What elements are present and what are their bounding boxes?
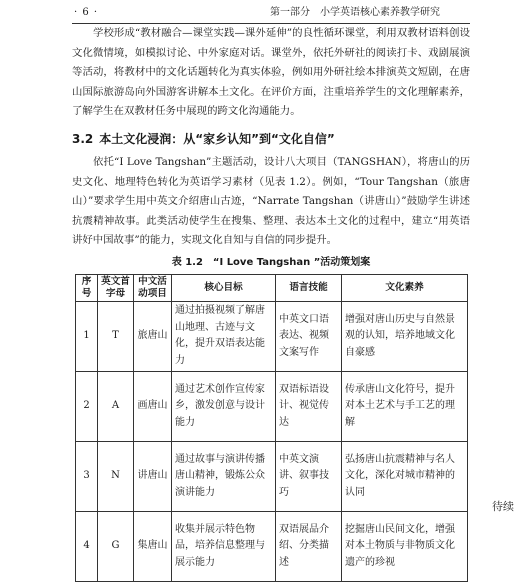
table-caption: 表 1.2 “I Love Tangshan ”活动策划案	[171, 256, 371, 268]
running-title: 第一部分 小学英语核心素养教学研究	[270, 7, 440, 18]
cell-index: 1	[76, 301, 98, 371]
section-number: 3.2	[72, 131, 94, 146]
cell-goal: 通过故事与演讲传播唐山精神，锻炼公众演讲能力	[172, 441, 276, 511]
cell-culture: 传承唐山文化符号，提升对本土艺术与手工艺的理解	[342, 371, 468, 441]
table-row	[76, 441, 468, 511]
activity-plan-table	[75, 274, 468, 582]
cell-skill: 中英文口语表达、视频文案写作	[276, 301, 342, 371]
continued-note: 待续	[492, 500, 514, 513]
cell-letter: T	[98, 301, 134, 371]
book-page	[72, 4, 470, 568]
header-cell: 文化素养	[342, 274, 468, 301]
page-number: · 6 ·	[74, 7, 99, 18]
cell-activity: 集唐山	[134, 511, 172, 581]
table-row	[76, 371, 468, 441]
paragraph-1: 学校形成“教材融合—课堂实践—课外延伸”的良性循环课堂，利用双教材语料创设文化微情境，如模拟讨论、中外家庭对话。课堂外，依托外研社的阅读打卡、戏剧展演等活动，将教材中的文化话题转化为真实体验，例如用外研社绘本排演英文短剧，在唐山国际旅游岛向外国游客讲解本土文化。在评价方面，注重培养学生的文化理解素养，了解学生在双教材任务中展现的跨文化沟通能力。	[72, 27, 470, 118]
cell-skill: 双语标语设计、视觉传达	[276, 371, 342, 441]
paragraph-2: 依托“I Love Tangshan”主题活动，设计八大项目（TANGSHAN），将唐山的历史文化、地理特色转化为英语学习素材（见表 1.2）。例如，“Tour Tangshan（旅唐山）”要求学生用中英文介绍唐山古迹，“Narrate Tangshan（讲唐山）”鼓励学生讲述抗震精神故事。此类活动使学生在搜集、整理、表达本土文化的过程中，建立“用英语讲好中国故事”的能力，实现文化自知与自信的同步提升。	[72, 155, 470, 247]
cell-index: 4	[76, 511, 98, 581]
cell-skill: 双语展品介绍、分类描述	[276, 511, 342, 581]
cell-culture: 增强对唐山历史与自然景观的认知，培养地域文化自豪感	[342, 301, 468, 371]
table-row	[76, 301, 468, 371]
cell-activity: 旅唐山	[134, 301, 172, 371]
table-row	[76, 511, 468, 581]
cell-skill: 中英文演讲、叙事技巧	[276, 441, 342, 511]
cell-index: 3	[76, 441, 98, 511]
header-cell: 语言技能	[276, 274, 342, 301]
header-cell: 核心目标	[172, 274, 276, 301]
header-cell: 序号	[76, 274, 98, 301]
cell-culture: 挖掘唐山民间文化，增强对本土物质与非物质文化遗产的珍视	[342, 511, 468, 581]
cell-goal: 通过艺术创作宣传家乡，激发创意与设计能力	[172, 371, 276, 441]
section-heading	[72, 130, 470, 148]
cell-goal: 收集并展示特色物品，培养信息整理与展示能力	[172, 511, 276, 581]
section-title: 本土文化浸润：从“家乡认知”到“文化自信”	[99, 131, 335, 146]
cell-letter: A	[98, 371, 134, 441]
header-cell: 中文活动项目	[134, 274, 172, 301]
header-cell: 英文首字母	[98, 274, 134, 301]
cell-activity: 画唐山	[134, 371, 172, 441]
table-header-row	[76, 274, 468, 301]
cell-index: 2	[76, 371, 98, 441]
cell-culture: 弘扬唐山抗震精神与名人文化，深化对城市精神的认同	[342, 441, 468, 511]
cell-letter: G	[98, 511, 134, 581]
cell-letter: N	[98, 441, 134, 511]
cell-activity: 讲唐山	[134, 441, 172, 511]
cell-goal: 通过拍摄视频了解唐山地理、古迹与文化，提升双语表达能力	[172, 301, 276, 371]
running-header	[72, 4, 470, 24]
